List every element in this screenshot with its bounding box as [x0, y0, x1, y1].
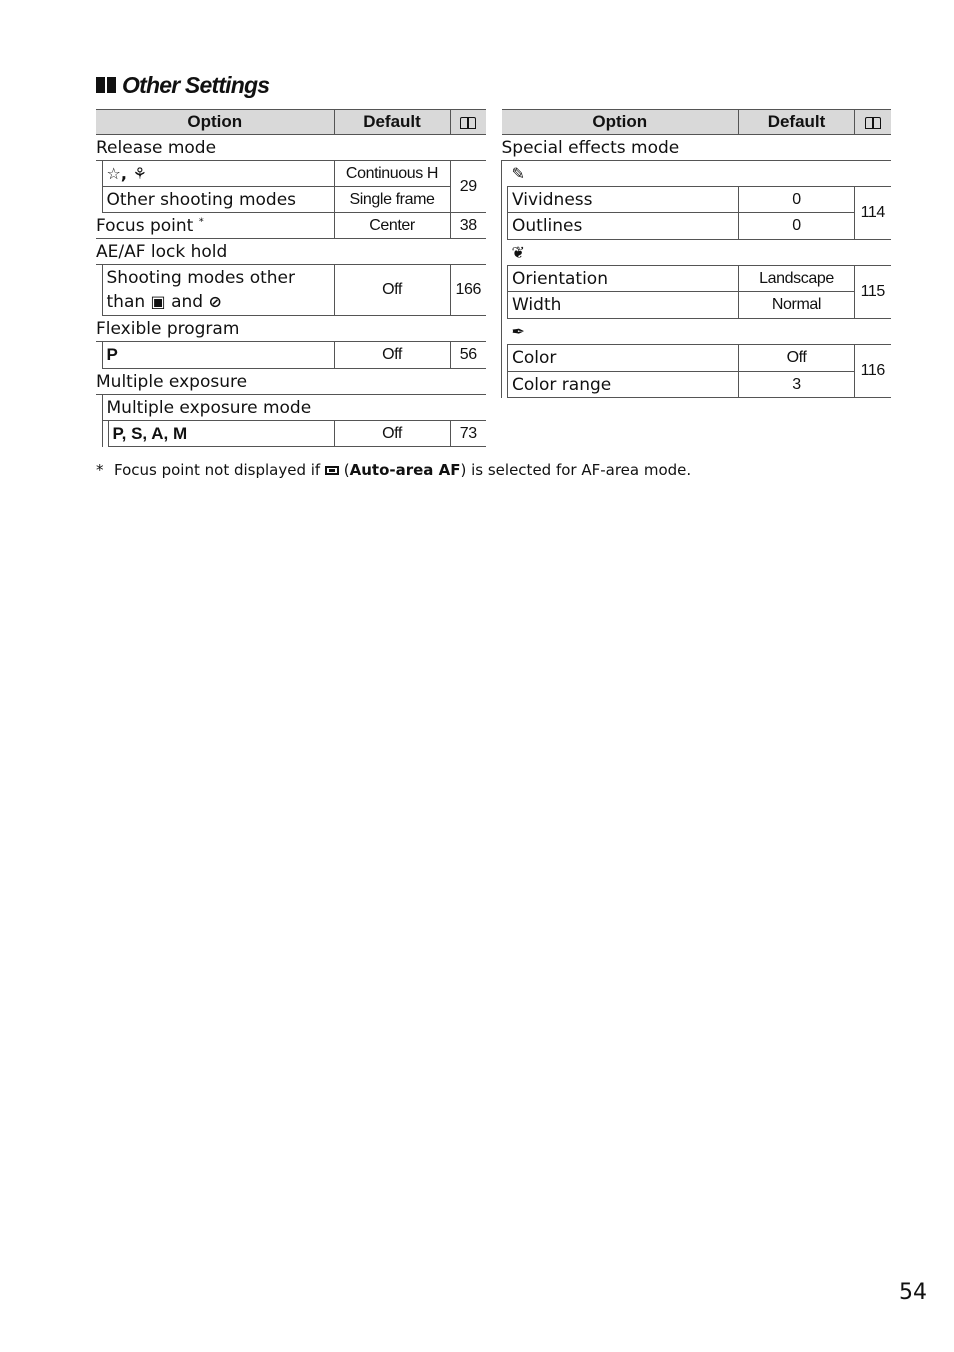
- auto-mode-icon: ▣: [150, 292, 166, 311]
- selective-color-icon: ✒: [511, 321, 525, 341]
- release-default-single: Single frame: [334, 187, 450, 213]
- focus-point-page: 38: [450, 213, 486, 239]
- orientation-label: Orientation: [508, 266, 739, 292]
- release-mode-page: 29: [450, 161, 486, 213]
- table-row: [96, 421, 486, 447]
- flexible-program-page: 56: [450, 342, 486, 369]
- default-header: Default: [334, 110, 450, 135]
- special-effects-label: Special effects mode: [502, 135, 891, 161]
- table-row: [502, 266, 891, 292]
- table-row: [502, 345, 891, 372]
- footnote-mark: *: [96, 461, 104, 479]
- table-row: [502, 372, 891, 398]
- table-row: [502, 161, 891, 187]
- option-header: Option: [96, 110, 334, 135]
- color-sketch-page: 114: [855, 187, 891, 240]
- table-row: [96, 135, 486, 161]
- table-row: [96, 265, 486, 316]
- auto-area-af-label: Auto-area AF: [349, 461, 461, 479]
- table-row: [502, 187, 891, 213]
- table-row: [502, 213, 891, 240]
- section-heading: [96, 70, 269, 100]
- multiple-exposure-default: Off: [334, 421, 450, 447]
- table-row: [96, 342, 486, 369]
- miniature-effect-icon: ❦: [511, 242, 525, 262]
- option-header: Option: [502, 110, 739, 135]
- outlines-default: 0: [739, 213, 855, 240]
- outlines-label: Outlines: [508, 213, 739, 240]
- ae-af-lock-modes: Shooting modes other than ▣ and ⊘: [102, 265, 334, 316]
- other-shooting-modes: Other shooting modes: [102, 187, 334, 213]
- orientation-default: Landscape: [739, 266, 855, 292]
- selective-color-page: 116: [855, 345, 891, 398]
- width-label: Width: [508, 292, 739, 319]
- table-row: [96, 161, 486, 187]
- section-title: Other Settings: [122, 71, 270, 98]
- focus-point-footnote-mark: *: [198, 215, 204, 227]
- table-row: [502, 240, 891, 266]
- table-row: [96, 395, 486, 421]
- color-label: Color: [508, 345, 739, 372]
- ae-af-lock-page: 166: [450, 265, 486, 316]
- table-row: [96, 369, 486, 395]
- flexible-program-label: Flexible program: [96, 316, 486, 342]
- table-row: [96, 187, 486, 213]
- flash-off-mode-icon: ⊘: [208, 292, 222, 311]
- ae-af-lock-label: AE/AF lock hold: [96, 239, 486, 265]
- width-default: Normal: [739, 292, 855, 319]
- default-header: Default: [739, 110, 855, 135]
- page-header: [450, 110, 486, 135]
- flexible-program-mode: P: [102, 342, 334, 369]
- vividness-label: Vividness: [508, 187, 739, 213]
- table-row: [96, 239, 486, 265]
- left-settings-table: [96, 109, 486, 447]
- table-row: [502, 292, 891, 319]
- section-marker-icon: [96, 77, 116, 93]
- table-row: [96, 213, 486, 239]
- flexible-program-default: Off: [334, 342, 450, 369]
- focus-point-default: Center: [334, 213, 450, 239]
- table-row: [96, 316, 486, 342]
- footnote: * Focus point not displayed if (Auto-area AF) is selected for AF-area mode.: [96, 461, 692, 479]
- right-settings-table: [501, 109, 891, 398]
- color-range-label: Color range: [508, 372, 739, 398]
- auto-area-af-icon: [325, 466, 339, 475]
- color-range-default: 3: [739, 372, 855, 398]
- release-default-continuous: Continuous H: [334, 161, 450, 187]
- miniature-page: 115: [855, 266, 891, 319]
- book-icon: [865, 117, 881, 128]
- multiple-exposure-mode-label: Multiple exposure mode: [102, 395, 486, 421]
- color-sketch-icon: ✎: [511, 163, 525, 183]
- color-default: Off: [739, 345, 855, 372]
- table-header-row: [96, 110, 486, 135]
- sports-pet-mode-icon: ☆, ⚘: [106, 163, 147, 183]
- vividness-default: 0: [739, 187, 855, 213]
- multiple-exposure-modes: P, S, A, M: [108, 421, 334, 447]
- table-row: [502, 319, 891, 345]
- multiple-exposure-page: 73: [450, 421, 486, 447]
- book-icon: [460, 117, 476, 128]
- page-number: 54: [899, 1280, 927, 1305]
- release-mode-label: Release mode: [96, 135, 486, 161]
- table-header-row: [502, 110, 891, 135]
- focus-point-label: Focus point *: [96, 213, 334, 239]
- page-header: [855, 110, 891, 135]
- table-row: [502, 135, 891, 161]
- ae-af-lock-default: Off: [334, 265, 450, 316]
- multiple-exposure-label: Multiple exposure: [96, 369, 486, 395]
